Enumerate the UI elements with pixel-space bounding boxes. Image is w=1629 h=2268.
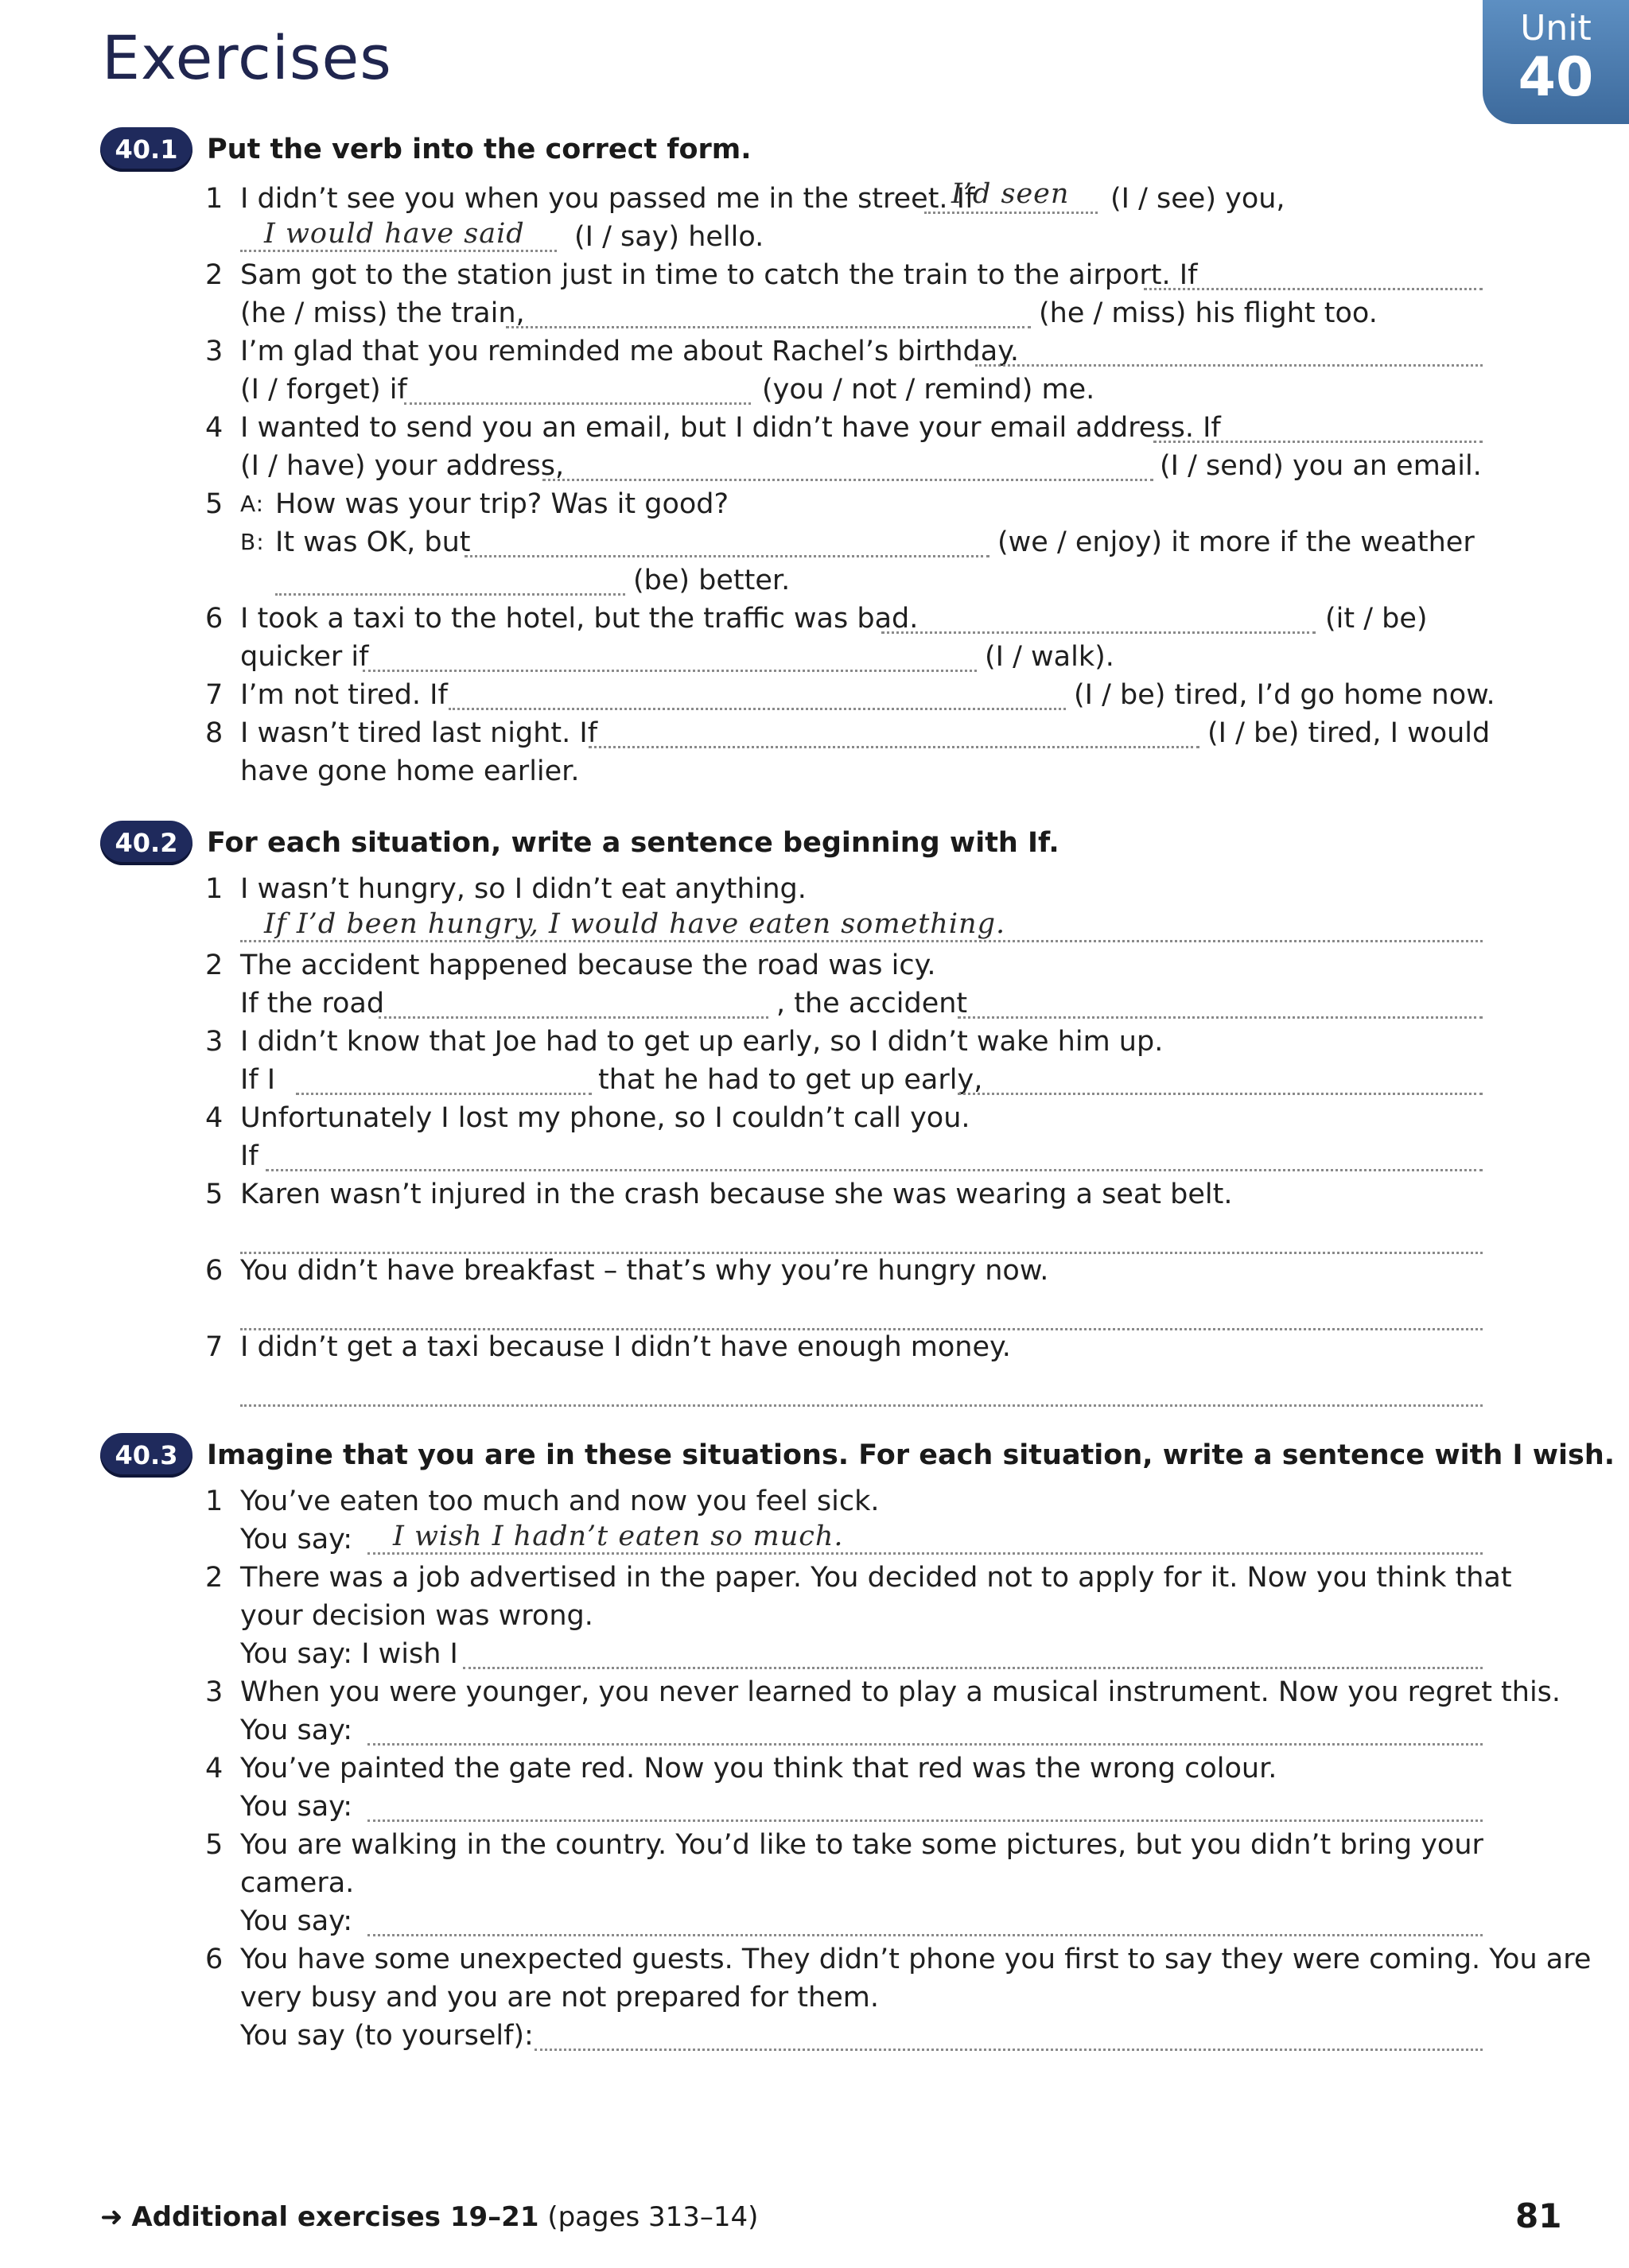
item-number: 1 <box>205 873 224 905</box>
answer-field[interactable] <box>367 1902 1483 1936</box>
item-number: 7 <box>205 679 224 711</box>
exercise-badge: 40.2 <box>100 821 192 865</box>
item-text: (he / miss) his flight too. <box>1039 297 1378 329</box>
item-text: You say: I wish I <box>240 1638 458 1670</box>
item-text: You say: <box>240 1524 353 1555</box>
handwritten-answer: If I’d been hungry, I would have eaten something. <box>264 908 1006 940</box>
item-text: You have some unexpected guests. They didn’t phone you first to say they were coming. You are <box>240 1944 1592 1975</box>
item-text: (he / miss) the train, <box>240 297 525 329</box>
answer-field[interactable] <box>379 984 768 1019</box>
answer-field[interactable] <box>240 1296 1483 1330</box>
item-number: 2 <box>205 950 224 981</box>
answer-field[interactable] <box>463 1635 1483 1669</box>
item-number: 1 <box>205 1485 224 1517</box>
item-text: You’ve painted the gate red. Now you think that red was the wrong colour. <box>240 1753 1277 1784</box>
item-number: 3 <box>205 1026 224 1058</box>
item-text: (I / have) your address, <box>240 450 565 482</box>
item-text: I didn’t get a taxi because I didn’t have enough money. <box>240 1331 1011 1363</box>
item-text: (I / say) hello. <box>574 221 764 253</box>
item-text: I wanted to send you an email, but I didn’t have your email address. If <box>240 412 1221 444</box>
item-text: have gone home earlier. <box>240 755 580 787</box>
item-number: 5 <box>205 488 224 520</box>
item-text: You say: <box>240 1905 353 1937</box>
item-number: 4 <box>205 412 224 444</box>
answer-field[interactable] <box>1144 256 1483 290</box>
additional-exercises-label: Additional exercises 19–21 <box>131 2201 539 2233</box>
item-number: 5 <box>205 1829 224 1861</box>
item-text: I didn’t know that Joe had to get up early, so I didn’t wake him up. <box>240 1026 1164 1058</box>
item-number: 5 <box>205 1179 224 1210</box>
answer-field[interactable] <box>958 984 1483 1019</box>
item-text: Unfortunately I lost my phone, so I couldn’t call you. <box>240 1102 970 1134</box>
item-number: 4 <box>205 1102 224 1134</box>
item-text: You say (to yourself): <box>240 2020 534 2052</box>
unit-tab <box>1483 0 1629 124</box>
item-text: If <box>240 1140 259 1172</box>
item-text: (I / see) you, <box>1110 183 1285 215</box>
answer-field[interactable] <box>589 714 1199 748</box>
additional-exercises-pages: (pages 313–14) <box>547 2201 759 2233</box>
item-text: You didn’t have breakfast – that’s why you’re hungry now. <box>240 1255 1049 1287</box>
item-text: very busy and you are not prepared for them. <box>240 1982 879 2014</box>
item-text: (it / be) <box>1325 603 1428 635</box>
item-text: your decision was wrong. <box>240 1600 593 1632</box>
item-text: If I <box>240 1064 276 1096</box>
item-number: 3 <box>205 336 224 367</box>
answer-field[interactable] <box>240 1220 1483 1254</box>
speaker-a-label: A: <box>240 491 265 517</box>
answer-field[interactable] <box>240 1373 1483 1407</box>
item-number: 8 <box>205 717 224 749</box>
item-text: (be) better. <box>633 565 791 596</box>
item-number: 6 <box>205 1944 224 1975</box>
answer-field[interactable] <box>296 1061 592 1095</box>
item-text: camera. <box>240 1867 355 1899</box>
item-text: (you / not / remind) me. <box>762 374 1095 406</box>
item-text: (I / be) tired, I would <box>1207 717 1491 749</box>
item-text: (I / be) tired, I’d go home now. <box>1074 679 1495 711</box>
item-text: It was OK, but <box>275 526 471 558</box>
answer-field[interactable] <box>465 523 989 557</box>
item-text: I’m glad that you reminded me about Rachel’s birthday. <box>240 336 1020 367</box>
item-text: I’m not tired. If <box>240 679 448 711</box>
item-text: The accident happened because the road was icy. <box>240 950 936 981</box>
handwritten-answer: I would have said <box>264 218 525 250</box>
item-number: 1 <box>205 183 224 215</box>
answer-field[interactable] <box>1153 409 1483 443</box>
item-text: You are walking in the country. You’d like to take some pictures, but you didn’t bring your <box>240 1829 1483 1861</box>
exercise-instruction: Imagine that you are in these situations. For each situation, write a sentence with I wish. <box>207 1439 1615 1471</box>
page-number: 81 <box>1515 2196 1562 2235</box>
answer-field[interactable] <box>449 676 1066 710</box>
item-text: , the accident <box>776 988 968 1019</box>
item-text: I didn’t see you when you passed me in the street. If <box>240 183 975 215</box>
item-text: You’ve eaten too much and now you feel sick. <box>240 1485 880 1517</box>
item-number: 2 <box>205 1562 224 1594</box>
item-text: There was a job advertised in the paper. You decided not to apply for it. Now you think that <box>240 1562 1512 1594</box>
item-number: 7 <box>205 1331 224 1363</box>
item-text: If the road <box>240 988 385 1019</box>
item-number: 6 <box>205 603 224 635</box>
unit-number: 40 <box>1518 46 1594 109</box>
item-number: 3 <box>205 1676 224 1708</box>
item-text: Karen wasn’t injured in the crash because she was wearing a seat belt. <box>240 1179 1233 1210</box>
item-text: You say: <box>240 1791 353 1823</box>
exercise-badge: 40.1 <box>100 127 192 172</box>
unit-label: Unit <box>1520 8 1592 49</box>
answer-field[interactable] <box>266 1137 1483 1171</box>
item-text: that he had to get up early, <box>598 1064 983 1096</box>
item-number: 4 <box>205 1753 224 1784</box>
item-text: (I / walk). <box>985 641 1114 673</box>
answer-field[interactable] <box>506 294 1031 328</box>
page-title: Exercises <box>102 22 392 93</box>
exercise-badge: 40.3 <box>100 1433 192 1478</box>
item-text: (we / enjoy) it more if the weather <box>997 526 1475 558</box>
answer-field[interactable] <box>975 332 1483 367</box>
item-text: When you were younger, you never learned to play a musical instrument. Now you regret this. <box>240 1676 1561 1708</box>
answer-field[interactable] <box>542 447 1153 481</box>
item-text: Sam got to the station just in time to catch the train to the airport. If <box>240 259 1198 291</box>
item-text: I wasn’t hungry, so I didn’t eat anything. <box>240 873 807 905</box>
handwritten-answer: I’d seen <box>951 178 1070 210</box>
item-text: How was your trip? Was it good? <box>275 488 729 520</box>
answer-field[interactable] <box>404 371 751 405</box>
handwritten-answer: I wish I hadn’t eaten so much. <box>393 1520 844 1552</box>
item-number: 2 <box>205 259 224 291</box>
item-text: I took a taxi to the hotel, but the traffic was bad. <box>240 603 919 635</box>
answer-field[interactable] <box>363 638 977 672</box>
additional-exercises-link[interactable] <box>100 2201 758 2233</box>
arrow-right-icon: ➜ <box>100 2201 123 2233</box>
item-text: I wasn’t tired last night. If <box>240 717 598 749</box>
answer-field[interactable] <box>367 1711 1483 1746</box>
speaker-b-label: B: <box>240 529 265 555</box>
answer-field[interactable] <box>958 1061 1483 1095</box>
exercise-instruction: Put the verb into the correct form. <box>207 134 752 165</box>
answer-field[interactable] <box>881 600 1316 634</box>
item-number: 6 <box>205 1255 224 1287</box>
answer-field[interactable] <box>535 2017 1483 2051</box>
item-text: You say: <box>240 1715 353 1746</box>
item-text: (I / forget) if <box>240 374 407 406</box>
answer-field[interactable] <box>367 1788 1483 1822</box>
exercise-instruction: For each situation, write a sentence beginning with If. <box>207 827 1059 859</box>
answer-field[interactable] <box>275 561 625 596</box>
item-text: quicker if <box>240 641 369 673</box>
item-text: (I / send) you an email. <box>1160 450 1482 482</box>
